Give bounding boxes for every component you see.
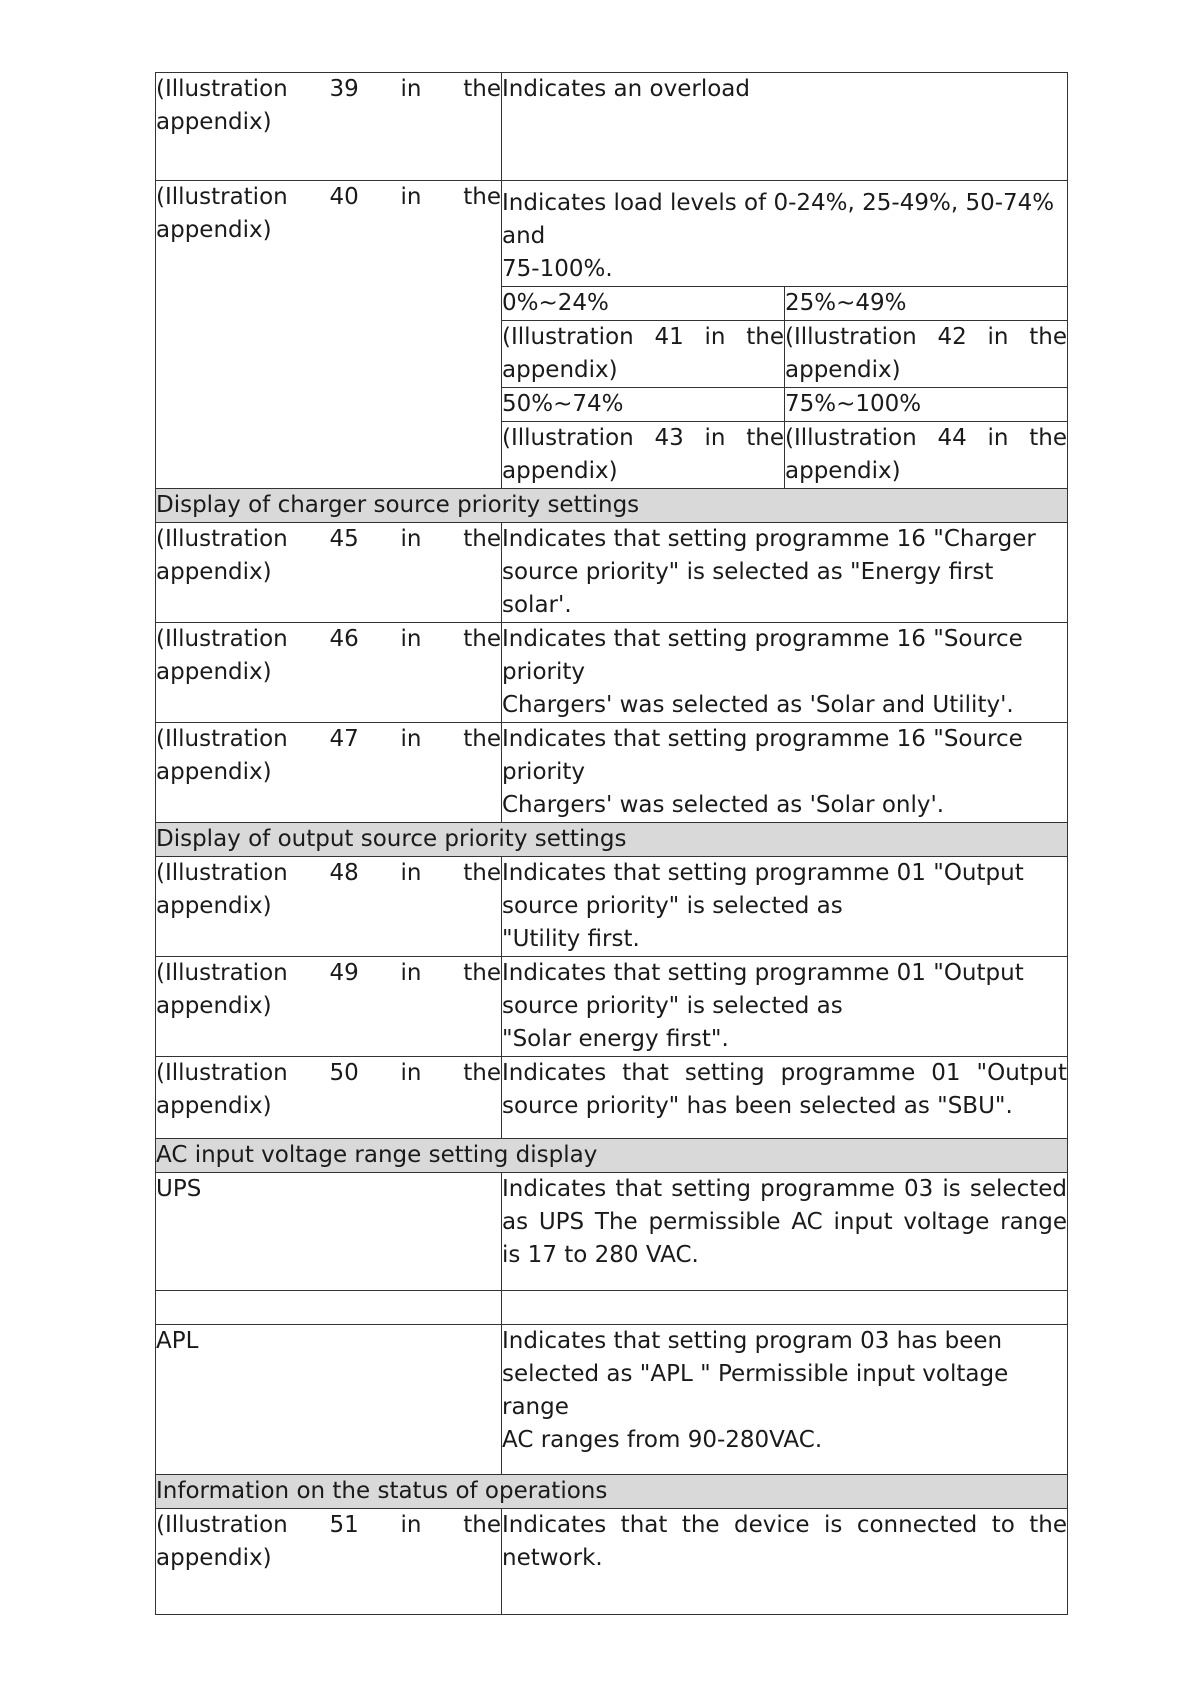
- description-cell: [502, 523, 1068, 623]
- description-text-cont: "Solar energy first".: [502, 1026, 729, 1052]
- description-text: Indicates that setting programme 16 "Source priority: [502, 726, 1023, 785]
- description-text: Indicates that setting programme 01 "Output source priority" is selected as: [502, 860, 1024, 919]
- load-level-description-cont: 75-100%.: [502, 256, 613, 282]
- table-row: [156, 1057, 1068, 1139]
- table-row: [156, 723, 1068, 823]
- section-header: Display of output source priority settings: [156, 823, 1068, 857]
- table-row: [156, 623, 1068, 723]
- settings-table: [155, 72, 1068, 1615]
- empty-cell: [156, 1291, 502, 1325]
- illustration-cell: (Illustration 45 in the appendix): [156, 523, 502, 623]
- mode-cell: APL: [156, 1325, 502, 1475]
- table-row: [156, 1325, 1068, 1475]
- description-cell: [502, 623, 1068, 723]
- section-header-row: [156, 1475, 1068, 1509]
- table-row: [502, 422, 1067, 488]
- illustration-cell: (Illustration 46 in the appendix): [156, 623, 502, 723]
- table-row: [502, 388, 1067, 422]
- description-text-cont: solar'.: [502, 592, 572, 618]
- description-text: Indicates that setting programme 16 "Charger source priority" is selected as "Energy first: [502, 526, 1036, 585]
- description-text-cont: "Utility first.: [502, 926, 640, 952]
- section-header: AC input voltage range setting display: [156, 1139, 1068, 1173]
- table-row: [156, 1509, 1068, 1615]
- illustration-cell: (Illustration 39 in the appendix): [156, 73, 502, 181]
- description-text: Indicates that setting programme 16 "Source priority: [502, 626, 1023, 685]
- description-text-cont: AC ranges from 90-280VAC.: [502, 1427, 823, 1453]
- description-cell: Indicates that setting programme 01 "Output source priority" has been selected as "SBU".: [502, 1057, 1068, 1139]
- empty-row: [156, 1291, 1068, 1325]
- table-row: [156, 73, 1068, 181]
- table-row: [156, 957, 1068, 1057]
- section-header: Display of charger source priority settings: [156, 489, 1068, 523]
- description-text: Indicates that setting programme 01 "Output source priority" is selected as: [502, 960, 1024, 1019]
- illustration-cell: (Illustration 50 in the appendix): [156, 1057, 502, 1139]
- description-cell: [502, 957, 1068, 1057]
- illustration-cell: (Illustration 47 in the appendix): [156, 723, 502, 823]
- description-text-cont: Chargers' was selected as 'Solar only'.: [502, 792, 945, 818]
- load-level-table: [502, 422, 1067, 488]
- section-header-row: [156, 1139, 1068, 1173]
- table-row: [502, 321, 1067, 388]
- illustration-cell: (Illustration 49 in the appendix): [156, 957, 502, 1057]
- description-cell: [502, 422, 1068, 489]
- load-range-label: 75%~100%: [785, 388, 1068, 422]
- load-range-label: 50%~74%: [502, 388, 785, 422]
- section-header: Information on the status of operations: [156, 1475, 1068, 1509]
- description-cell: Indicates an overload: [502, 73, 1068, 181]
- table-row: [156, 1173, 1068, 1291]
- load-range-illustration: (Illustration 43 in the appendix): [502, 422, 785, 488]
- load-range-label: 0%~24%: [502, 287, 785, 321]
- illustration-cell: (Illustration 48 in the appendix): [156, 857, 502, 957]
- illustration-cell: (Illustration 51 in the appendix): [156, 1509, 502, 1615]
- load-range-illustration: (Illustration 41 in the appendix): [502, 321, 785, 388]
- description-cell: [502, 181, 1068, 422]
- description-cell: [502, 723, 1068, 823]
- empty-cell: [502, 1291, 1068, 1325]
- section-header-row: [156, 489, 1068, 523]
- load-range-illustration: (Illustration 44 in the appendix): [785, 425, 1067, 484]
- illustration-cell: (Illustration 40 in the appendix): [156, 181, 502, 489]
- table-row: [156, 857, 1068, 957]
- mode-cell: UPS: [156, 1173, 502, 1291]
- load-level-description: Indicates load levels of 0-24%, 25-49%, 50-74% and: [502, 190, 1055, 249]
- table-row: [156, 523, 1068, 623]
- description-cell: [502, 1325, 1068, 1475]
- section-header-row: [156, 823, 1068, 857]
- table-row: [502, 287, 1067, 321]
- description-cell: Indicates that the device is connected to the network.: [502, 1509, 1068, 1615]
- description-text: Indicates that setting program 03 has been selected as "APL " Permissible input voltage range: [502, 1328, 1009, 1420]
- load-range-label: 25%~49%: [785, 287, 1068, 321]
- description-cell: [502, 857, 1068, 957]
- load-range-illustration: (Illustration 42 in the appendix): [785, 321, 1068, 388]
- description-cell: Indicates that setting programme 03 is selected as UPS The permissible AC input voltage range is 17 to 280 VAC.: [502, 1173, 1068, 1291]
- load-level-table: [502, 286, 1067, 421]
- description-text-cont: Chargers' was selected as 'Solar and Utility'.: [502, 692, 1014, 718]
- table-row: [156, 181, 1068, 422]
